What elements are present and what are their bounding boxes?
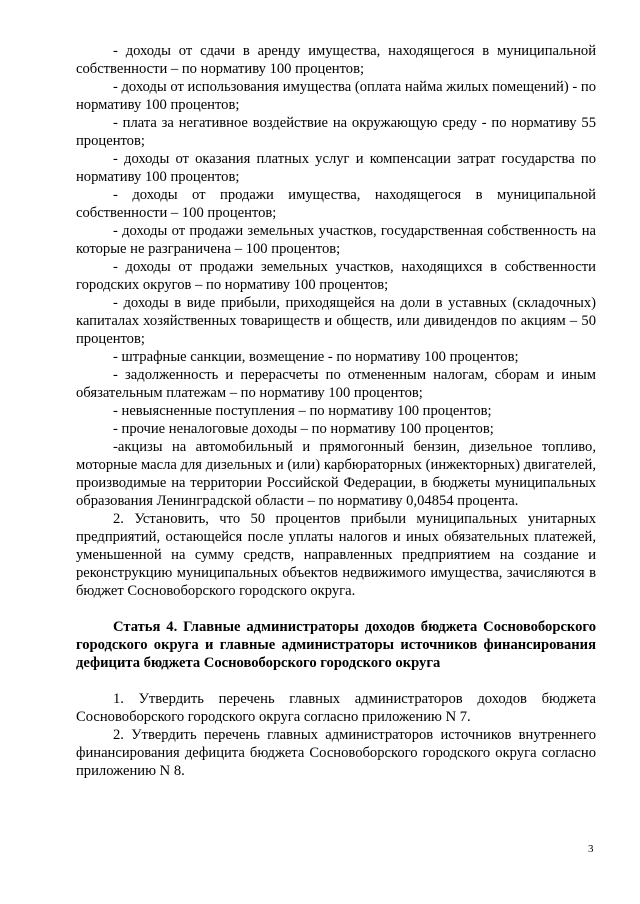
list-item: - доходы от продажи земельных участков, находящихся в собственности городских округов – по нормативу 100 процентов; [76, 259, 596, 293]
list-item: - доходы от сдачи в аренду имущества, находящегося в муниципальной собственности – по нормативу 100 процентов; [76, 43, 596, 77]
list-item: - доходы от продажи земельных участков, государственная собственность на которые не разграничена – 100 процентов; [76, 223, 596, 257]
list-item: - задолженность и перерасчеты по отмененным налогам, сборам и иным обязательным платежам – по нормативу 100 процентов; [76, 367, 596, 401]
list-item: - доходы в виде прибыли, приходящейся на доли в уставных (складочных) капиталах хозяйственных товариществ и обществ, или дивидендов по акциям – 50 процентов; [76, 295, 596, 347]
list-item: - плата за негативное воздействие на окружающую среду - по нормативу 55 процентов; [76, 115, 596, 149]
list-item: - доходы от продажи имущества, находящегося в муниципальной собственности – 100 процентов; [76, 187, 596, 221]
article-heading: Статья 4. Главные администраторы доходов бюджета Сосновоборского городского округа и главные администраторы источников финансирования дефицита бюджета Сосновоборского городского округа [76, 619, 596, 671]
list-item: - доходы от оказания платных услуг и компенсации затрат государства по нормативу 100 процентов; [76, 151, 596, 185]
numbered-paragraph: 2. Установить, что 50 процентов прибыли муниципальных унитарных предприятий, остающейся после уплаты налогов и иных обязательных платежей, уменьшенной на сумму средств, направленных предприятием на создание и реконструкцию муниципальных объектов недвижимого имущества, зачисляются в бюджет Сосновоборского городского округа. [76, 511, 596, 599]
list-item: - доходы от использования имущества (оплата найма жилых помещений) - по нормативу 100 процентов; [76, 79, 596, 113]
page-number: 3 [588, 843, 594, 855]
list-item: - прочие неналоговые доходы – по нормативу 100 процентов; [113, 421, 494, 437]
document-body [76, 42, 596, 780]
list-item: -акцизы на автомобильный и прямогонный бензин, дизельное топливо, моторные масла для дизельных и (или) карбюраторных (инжекторных) двигателей, производимые на территории Российской Федерации, в бюджеты муниципальных образования Ленинградской области – по нормативу 0,04854 процента. [76, 439, 596, 509]
numbered-paragraph: 2. Утвердить перечень главных администраторов источников внутреннего финансирования дефицита бюджета Сосновоборского городского округа согласно приложению N 8. [76, 727, 596, 779]
list-item: - невыясненные поступления – по нормативу 100 процентов; [113, 403, 492, 419]
list-item: - штрафные санкции, возмещение - по нормативу 100 процентов; [113, 349, 519, 365]
numbered-paragraph: 1. Утвердить перечень главных администраторов доходов бюджета Сосновоборского городского округа согласно приложению N 7. [76, 691, 596, 725]
